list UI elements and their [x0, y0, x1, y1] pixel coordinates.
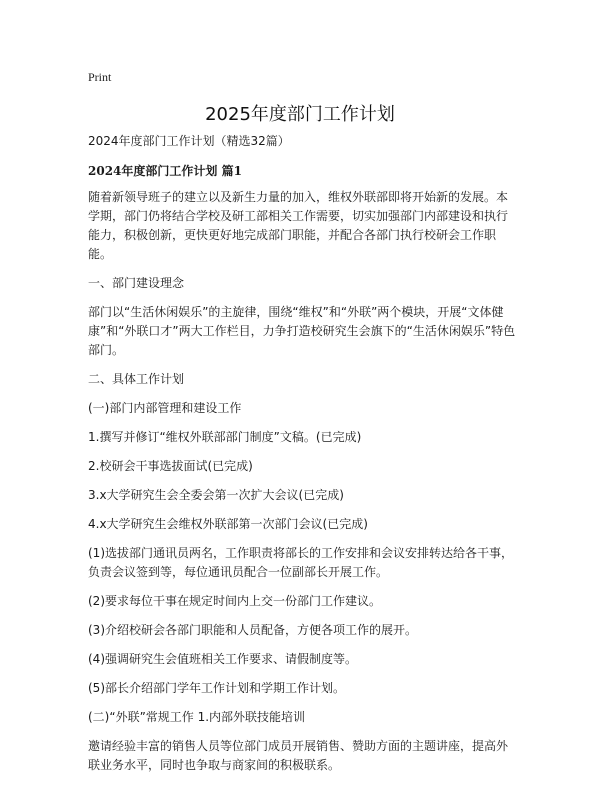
list-item: 3.x大学研究生会全委会第一次扩大会议(已完成) — [88, 488, 344, 502]
document-body — [88, 132, 518, 785]
heading-plan: 二、具体工作计划 — [88, 372, 185, 386]
list-item: 1.撰写并修订“维权外联部部门制度”文稿。(已完成) — [88, 430, 362, 444]
list-item: (3)介绍校研会各部门职能和人员配备，方便各项工作的展开。 — [88, 623, 418, 637]
print-link[interactable]: Print — [88, 70, 112, 84]
document-subtitle: 2024年度部门工作计划（精选32篇） — [88, 134, 290, 148]
heading-concept: 一、部门建设理念 — [88, 276, 185, 290]
list-item: (2)要求每位干事在规定时间内上交一份部门工作建议。 — [88, 594, 382, 608]
list-item: (5)部长介绍部门学年工作计划和学期工作计划。 — [88, 681, 345, 695]
list-item: 2.校研会干事选拔面试(已完成) — [88, 459, 253, 473]
list-item: (1)选拔部门通讯员两名，工作职责将部长的工作安排和会议安排转达给各干事，负责会议签到等，每位通讯员配合一位副部长开展工作。 — [88, 546, 514, 579]
list-item: (4)强调研究生会值班相关工作要求、请假制度等。 — [88, 652, 357, 666]
page-title: 2025年度部门工作计划 — [205, 104, 395, 125]
list-item: 4.x大学研究生会维权外联部第一次部门会议(已完成) — [88, 517, 368, 531]
subheading-internal: (一)部门内部管理和建设工作 — [88, 401, 242, 415]
subheading-external: (二)“外联”常规工作 1.内部外联技能培训 — [88, 710, 306, 724]
training-paragraph: 邀请经验丰富的销售人员等位部门成员开展销售、赞助方面的主题讲座，提高外联业务水平，同时也争取与商家间的积极联系。 — [88, 739, 509, 772]
intro-paragraph: 随着新领导班子的建立以及新生力量的加入，维权外联部即将开始新的发展。本学期，部门仍将结合学校及研工部相关工作需要，切实加强部门内部建设和执行能力，积极创新，更快更好地完成部门职能，并配合各部门执行校研会工作职能。 — [88, 190, 509, 261]
concept-paragraph: 部门以“生活休闲娱乐”的主旋律，围绕“维权”和“外联”两个模块，开展“文体健康”和“外联口才”两大工作栏目，力争打造校研究生会旗下的“生活休闲娱乐”特色部门。 — [88, 305, 516, 357]
section-heading: 2024年度部门工作计划 篇1 — [88, 164, 242, 178]
